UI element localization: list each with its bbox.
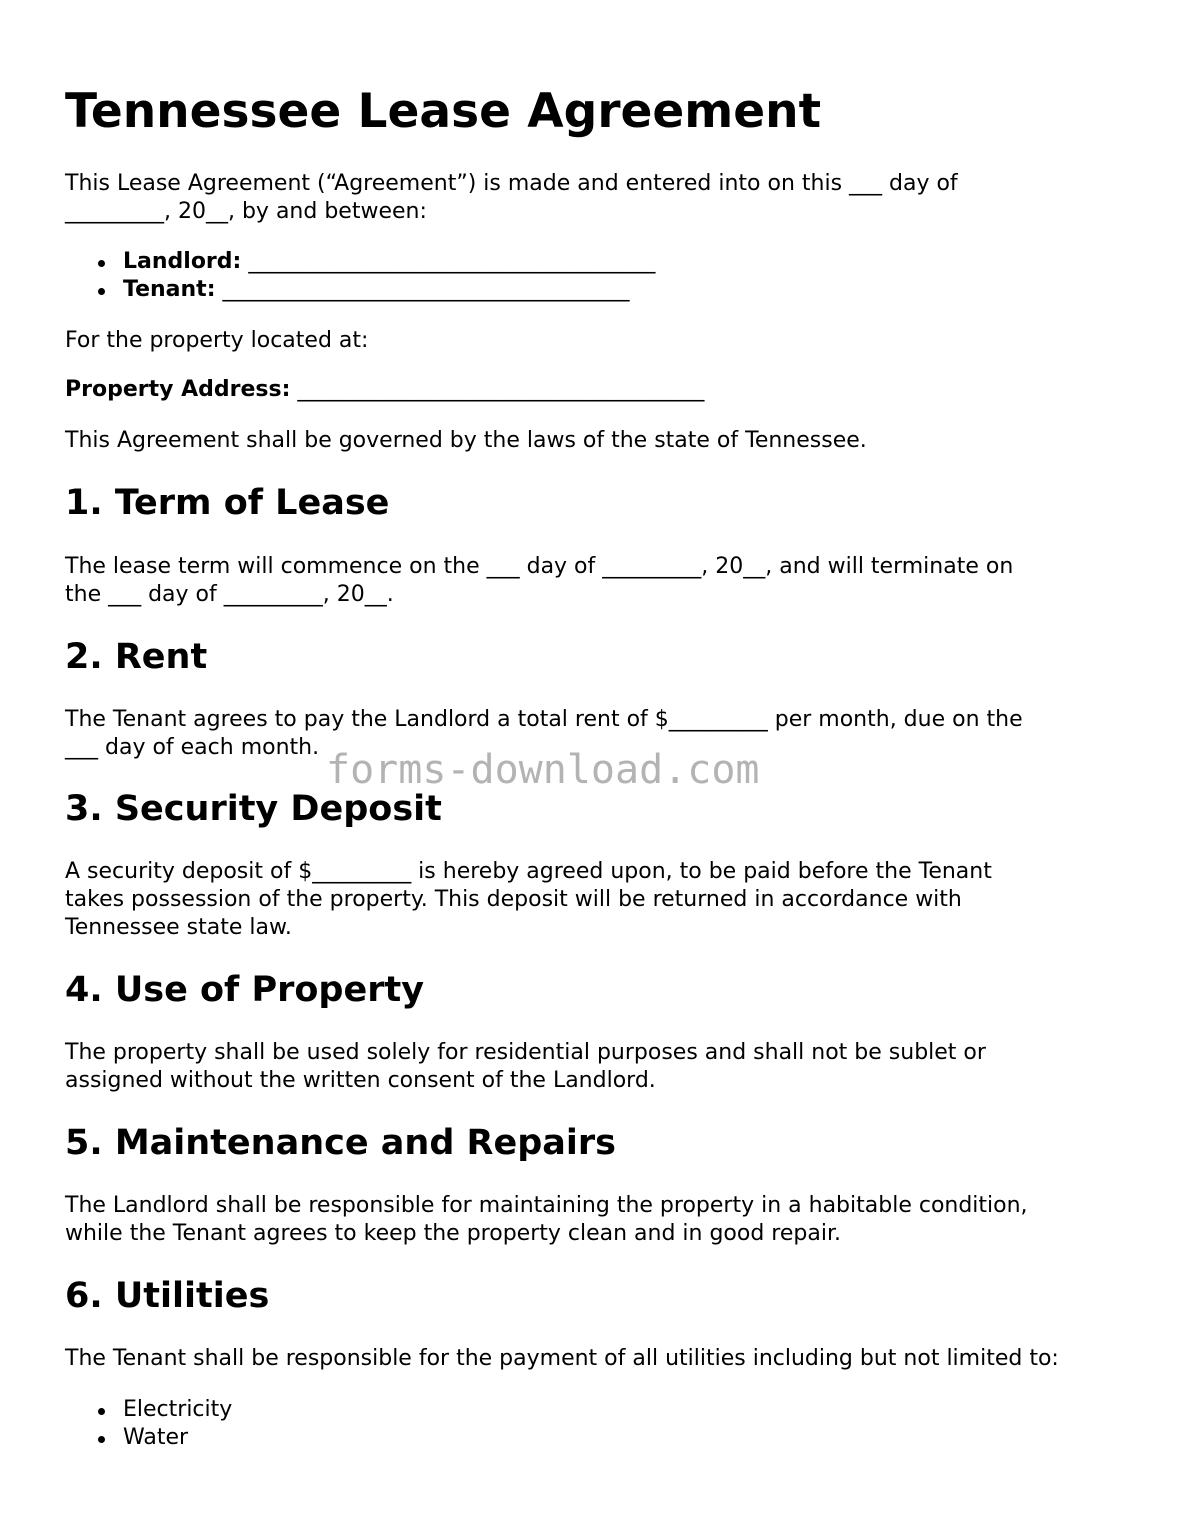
list-item-tenant (123, 276, 1125, 304)
tenant-label: Tenant: (123, 277, 216, 302)
list-item-water: Water (123, 1424, 1125, 1452)
intro-paragraph (65, 170, 1125, 226)
term-line-1: The lease term will commence on the ___ day of _________, 20__, and will terminate on (65, 554, 1014, 579)
governing-law (65, 427, 1125, 455)
tenant-blank: _____________________________________ (222, 277, 630, 302)
section-utilities-body (65, 1345, 1125, 1373)
intro-line-2: _________, 20__, by and between: (65, 199, 427, 224)
section-heading-rent: 2. Rent (65, 637, 208, 677)
deposit-line-2: takes possession of the property. This deposit will be returned in accordance with (65, 887, 962, 912)
section-heading-term: 1. Term of Lease (65, 483, 390, 523)
rent-line-1: The Tenant agrees to pay the Landlord a total rent of $_________ per month, due on the (65, 707, 1023, 732)
maintenance-line-1: The Landlord shall be responsible for maintaining the property in a habitable condition, (65, 1193, 1028, 1218)
deposit-line-1: A security deposit of $_________ is hereby agreed upon, to be paid before the Tenant (65, 859, 992, 884)
rent-line-2: ___ day of each month. (65, 735, 320, 760)
property-intro-text: For the property located at: (65, 328, 369, 353)
section-heading-utilities: 6. Utilities (65, 1276, 270, 1316)
use-line-1: The property shall be used solely for residential purposes and shall not be sublet or (65, 1040, 986, 1065)
section-deposit-body (65, 858, 1125, 942)
maintenance-line-2: while the Tenant agrees to keep the property clean and in good repair. (65, 1221, 841, 1246)
watermark-text: forms-download.com (326, 747, 760, 793)
page-title: Tennessee Lease Agreement (65, 84, 822, 139)
property-intro (65, 327, 1125, 355)
list-item-electricity: Electricity (123, 1396, 1125, 1424)
deposit-line-3: Tennessee state law. (65, 915, 292, 940)
section-heading-maintenance: 5. Maintenance and Repairs (65, 1123, 617, 1163)
utilities-line-1: The Tenant shall be responsible for the payment of all utilities including but not limited to: (65, 1346, 1059, 1371)
section-heading-use: 4. Use of Property (65, 970, 425, 1010)
list-item-landlord (123, 248, 1125, 276)
parties-list (65, 248, 1125, 304)
landlord-label: Landlord: (123, 249, 242, 274)
section-term-body (65, 553, 1125, 609)
property-address-label: Property Address: (65, 377, 291, 402)
property-address (65, 376, 1125, 404)
property-address-blank: _____________________________________ (297, 377, 705, 402)
section-use-body (65, 1039, 1125, 1095)
utilities-list (65, 1396, 1125, 1452)
intro-line-1: This Lease Agreement (“Agreement”) is made and entered into on this ___ day of (65, 171, 958, 196)
section-heading-deposit: 3. Security Deposit (65, 789, 442, 829)
section-rent-body (65, 706, 1125, 762)
use-line-2: assigned without the written consent of the Landlord. (65, 1068, 656, 1093)
section-maintenance-body (65, 1192, 1125, 1248)
governing-law-text: This Agreement shall be governed by the laws of the state of Tennessee. (65, 428, 867, 453)
landlord-blank: _____________________________________ (248, 249, 656, 274)
term-line-2: the ___ day of _________, 20__. (65, 582, 394, 607)
